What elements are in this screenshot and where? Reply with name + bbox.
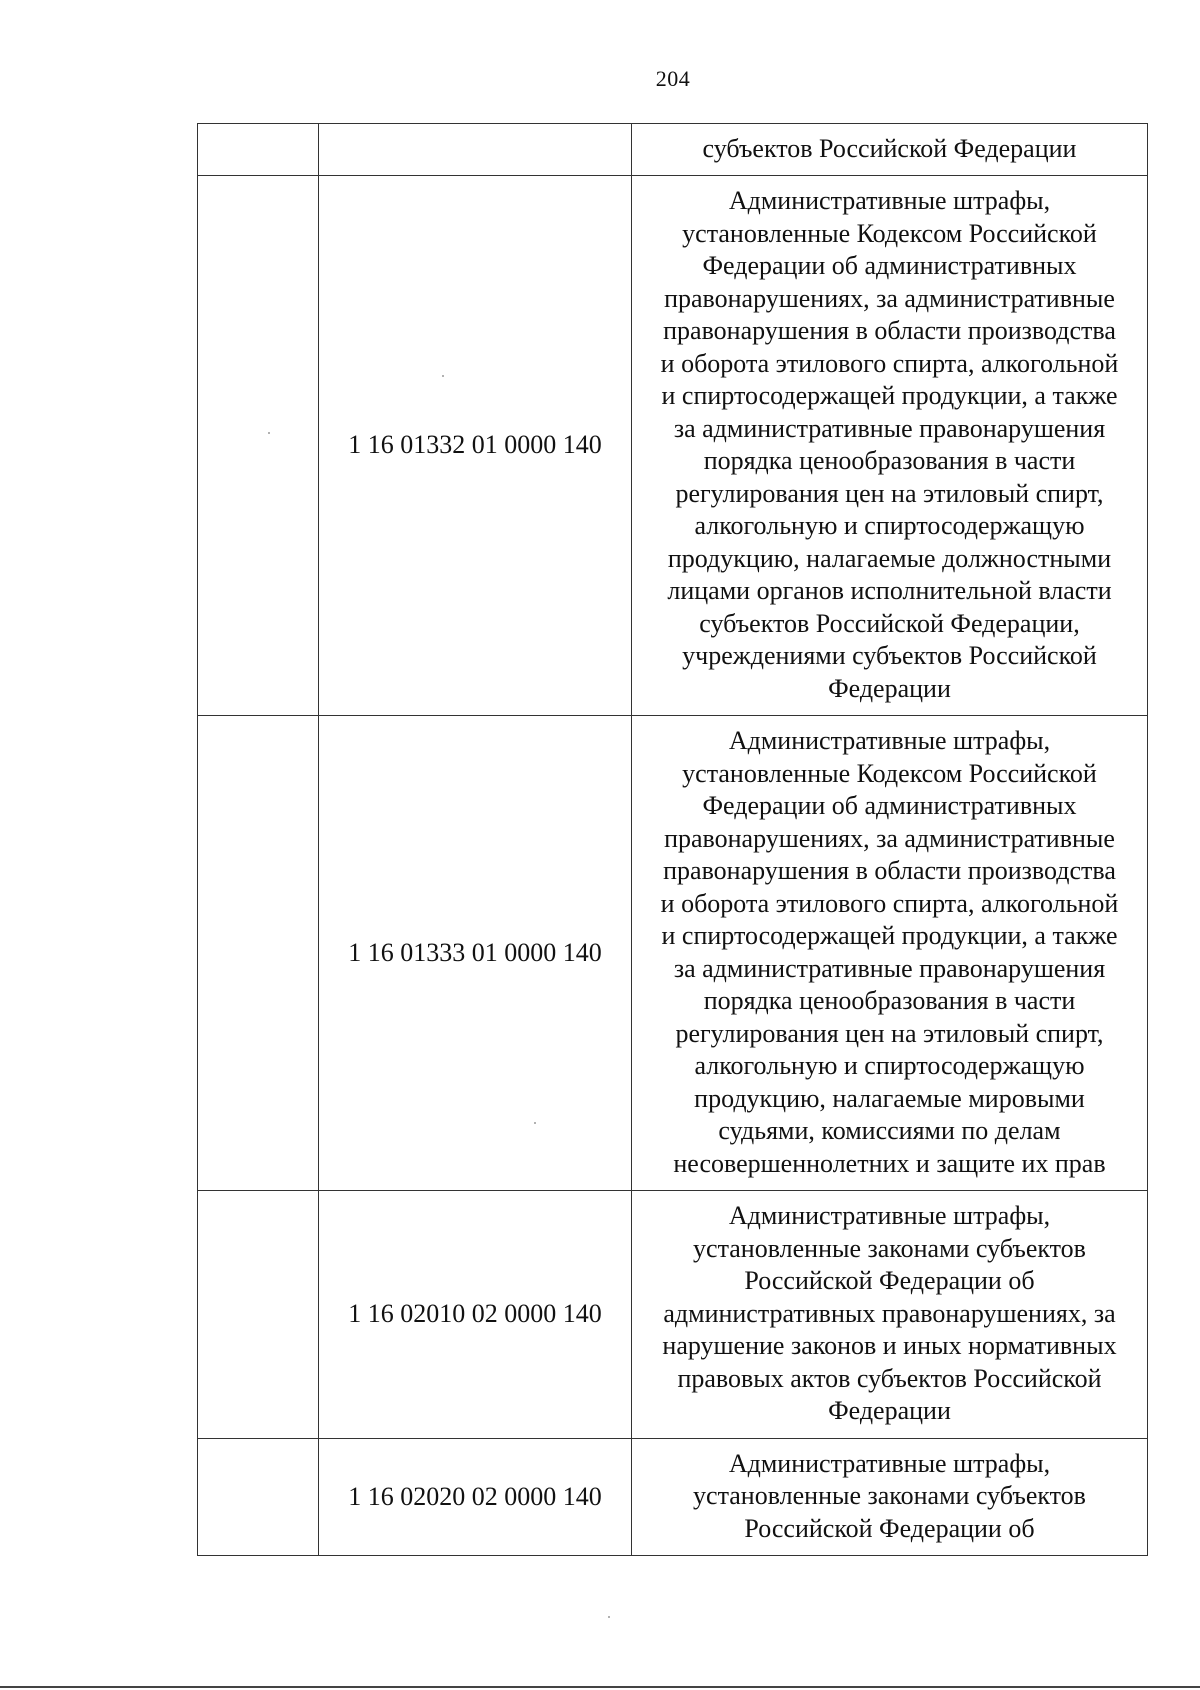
description-line: и спиртосодержащей продукции, а также (661, 381, 1118, 410)
table-row (198, 1438, 1148, 1556)
description-line: установленные законами субъектов (693, 1233, 1086, 1263)
description-line: продукцию, налагаемые должностными (667, 543, 1112, 573)
description-line: Федерации об административных (702, 251, 1077, 280)
description-line: Федерации об административных (702, 791, 1077, 820)
description-line: Федерации (828, 1396, 951, 1425)
budget-code-cell: 1 16 02020 02 0000 140 (319, 1438, 632, 1556)
budget-code-cell: 1 16 02010 02 0000 140 (319, 1191, 632, 1439)
description-line: алкогольную и спиртосодержащую (694, 511, 1085, 540)
scan-speck (268, 432, 270, 434)
description-line: регулирования цен на этиловый спирт, (675, 1018, 1104, 1048)
description-line: Административные штрафы, (728, 1448, 1051, 1478)
scan-speck (608, 1616, 610, 1618)
description-line: регулирования цен на этиловый спирт, (675, 478, 1104, 508)
description-line: несовершеннолетних и защите их прав (673, 1148, 1106, 1178)
budget-code-cell: 1 16 01332 01 0000 140 (319, 176, 632, 716)
description-line: и спиртосодержащей продукции, а также (661, 921, 1118, 950)
description-line: правонарушения в области производства (663, 316, 1116, 345)
description-line: установленные Кодексом Российской (682, 758, 1097, 788)
description-cell (632, 716, 1148, 1191)
description-line: установленные Кодексом Российской (682, 218, 1097, 248)
description-line: нарушение законов и иных нормативных (662, 1331, 1117, 1360)
description-line: установленные законами субъектов (693, 1481, 1086, 1510)
description-line: судьями, комиссиями по делам (718, 1116, 1061, 1145)
description-line: учреждениями субъектов Российской (682, 641, 1097, 670)
description-line: субъектов Российской Федерации, (699, 608, 1080, 638)
description-line: и оборота этилового спирта, алкогольной (660, 348, 1119, 378)
scan-bottom-edge (0, 1686, 1200, 1688)
description-cell (632, 176, 1148, 716)
description-line: Федерации (828, 673, 951, 703)
revenue-codes-table (197, 123, 1148, 1556)
table-row (198, 716, 1148, 1191)
admin-code-cell (198, 1191, 319, 1439)
description-cell (632, 124, 1148, 176)
description-line: порядка ценообразования в части (703, 446, 1076, 475)
description-cell (632, 1438, 1148, 1556)
description-line: Административные штрафы, (728, 186, 1051, 215)
description-line: алкогольную и спиртосодержащую (694, 1051, 1085, 1080)
description-line: субъектов Российской Федерации (702, 134, 1077, 164)
table-row (198, 176, 1148, 716)
description-line: правонарушениях, за административные (664, 823, 1115, 853)
scan-speck (442, 375, 444, 377)
scan-speck (534, 1122, 536, 1124)
description-line: Российской Федерации об (744, 1513, 1035, 1543)
budget-code-cell (319, 124, 632, 176)
description-line: порядка ценообразования в части (703, 986, 1076, 1015)
description-line: правонарушения в области производства (663, 856, 1116, 885)
description-line: правонарушениях, за административные (664, 283, 1115, 313)
description-line: за административные правонарушения (673, 953, 1106, 983)
description-line: административных правонарушениях, за (663, 1298, 1116, 1328)
description-line: лицами органов исполнительной власти (667, 576, 1112, 605)
description-line: и оборота этилового спирта, алкогольной (660, 888, 1119, 918)
admin-code-cell (198, 716, 319, 1191)
admin-code-cell (198, 1438, 319, 1556)
description-line: Административные штрафы, (728, 1201, 1051, 1230)
description-line: правовых актов субъектов Российской (677, 1363, 1102, 1393)
table-row (198, 1191, 1148, 1439)
description-line: за административные правонарушения (673, 413, 1106, 443)
table-row (198, 124, 1148, 176)
admin-code-cell (198, 176, 319, 716)
description-line: Административные штрафы, (728, 726, 1051, 755)
description-cell (632, 1191, 1148, 1439)
description-line: продукцию, налагаемые мировыми (694, 1083, 1085, 1113)
budget-code-cell: 1 16 01333 01 0000 140 (319, 716, 632, 1191)
description-line: Российской Федерации об (744, 1266, 1035, 1295)
admin-code-cell (198, 124, 319, 176)
page-number: 204 (655, 66, 691, 91)
